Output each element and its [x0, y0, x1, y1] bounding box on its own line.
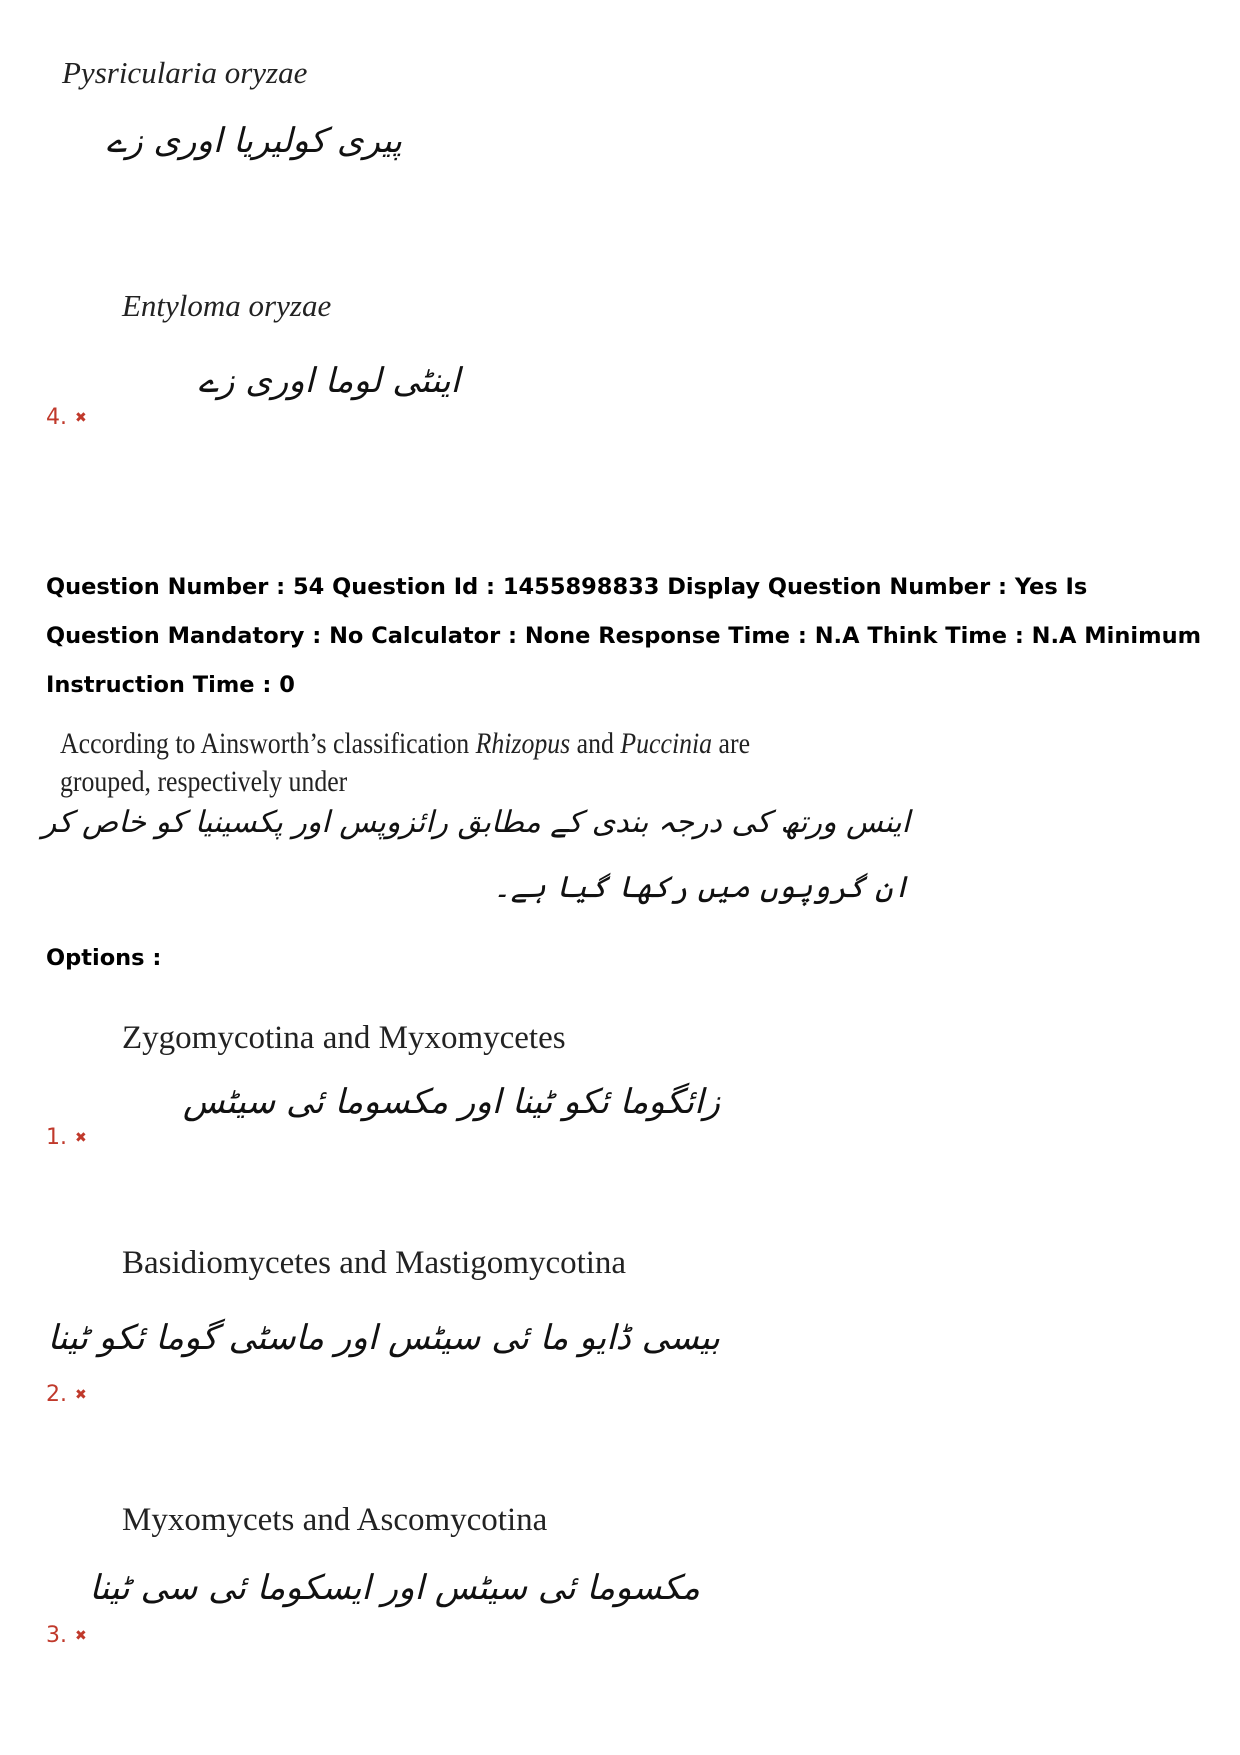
option-1-urdu: زائگوما ئکو ٹینا اور مکسوما ئی سیٹس	[182, 1082, 720, 1122]
option-3-urdu: مکسوما ئی سیٹس اور ایسکوما ئی سی ٹینا	[89, 1568, 700, 1608]
species-latin-2: Entyloma oryzae	[122, 288, 332, 323]
stem-term-puccinia: Puccinia	[620, 727, 713, 760]
option-2-english: Basidiomycetes and Mastigomycotina	[122, 1245, 627, 1281]
option-4-number	[46, 405, 87, 430]
option-number-label: 2.	[46, 1382, 67, 1407]
cross-icon: ✖	[75, 409, 87, 426]
cross-icon: ✖	[75, 1627, 87, 1644]
cross-icon: ✖	[75, 1129, 87, 1146]
option-number-label: 1.	[46, 1125, 67, 1150]
option-1-number	[46, 1125, 87, 1150]
options-label: Options :	[46, 945, 162, 971]
option-2-urdu: بیسی ڈایو ما ئی سیٹس اور ماسٹی گوما ئکو ٹینا	[47, 1318, 720, 1358]
option-1-english: Zygomycotina and Myxomycetes	[122, 1020, 566, 1056]
option-number-label: 3.	[46, 1623, 67, 1648]
stem-urdu-line-2: ان گروپوں میں رکھا گیا ہے۔	[493, 870, 910, 905]
stem-text-after: are grouped, respectively under	[60, 727, 751, 798]
question-metadata: Question Number : 54 Question Id : 1455898833 Display Question Number : Yes Is Question Mandatory : No Calculator : None Response Time : N.A Think Time : N.A Minimum Instruction Time : 0	[46, 574, 1202, 698]
option-3-english: Myxomycets and Ascomycotina	[122, 1502, 548, 1538]
question-stem	[60, 725, 800, 801]
option-number-label: 4.	[46, 405, 67, 430]
option-3-number	[46, 1623, 87, 1648]
stem-text-before: According to Ainsworth’s classification	[60, 727, 476, 760]
stem-text-and: and	[570, 727, 621, 760]
cross-icon: ✖	[75, 1386, 87, 1403]
species-latin-1: Pysricularia oryzae	[62, 55, 308, 90]
species-urdu-1: پیری کولیریا اوری زے	[106, 121, 402, 161]
stem-urdu-line-1: اینس ورتھ کی درجہ بندی کے مطابق رائزوپس اور پکسینیا کو خاص کر	[41, 805, 910, 840]
stem-term-rhizopus: Rhizopus	[475, 727, 571, 760]
species-urdu-2: اینٹی لوما اوری زے	[198, 361, 460, 401]
option-2-number	[46, 1382, 87, 1407]
